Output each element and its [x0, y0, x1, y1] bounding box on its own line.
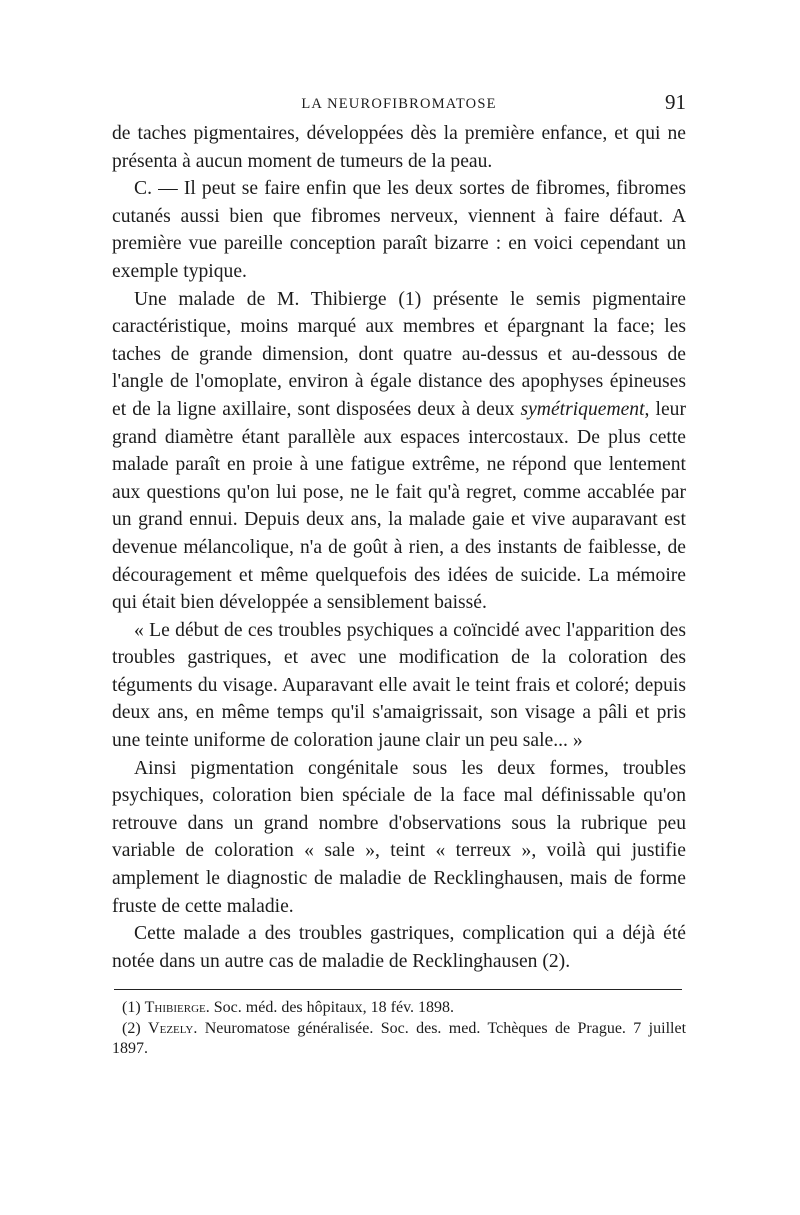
running-header	[112, 92, 686, 120]
body-text	[112, 120, 686, 975]
paragraph-text-part: , leur grand diamètre étant parallèle aux espaces intercostaux. De plus cette malade paraît en proie à une fatigue extrême, ne répond que lentement aux questions qu'on lui pose, ne le fait qu'à regret, comme accablée par un grand ennui. Depuis deux ans, la malade gaie et vive auparavant est devenue mélancolique, n'a de goût à rien, a des instants de faiblesse, de découragement et même quelquefois des idées de suicide. La mémoire qui était bien développée a sensiblement baissé.	[112, 398, 686, 614]
footnote-author: Thibierge	[144, 999, 206, 1017]
footnote-text: . Soc. méd. des hôpitaux, 18 fév. 1898.	[205, 999, 455, 1017]
footnotes	[112, 998, 686, 1060]
italic-emphasis: symétriquement	[520, 398, 645, 420]
paragraph-section-c: C. — Il peut se faire enfin que les deux sortes de fibromes, fibromes cutanés aussi bien que fibromes nerveux, viennent à faire défaut. A première vue pareille conception paraît bizarre : en voici cependant un exemple typique.	[112, 178, 686, 282]
page-number: 91	[665, 90, 686, 114]
book-page	[112, 92, 686, 1060]
footnote-1	[112, 998, 686, 1019]
footnote-text: . Neuromatose généralisée. Soc. des. med. Tchèques de Prague. 7 juillet 1897.	[112, 1019, 687, 1058]
paragraph-quotation: « Le début de ces troubles psychiques a coïncidé avec l'apparition des troubles gastriques, et avec une modification de la coloration des téguments du visage. Auparavant elle avait le teint frais et coloré; depuis deux ans, en même temps qu'il s'amaigrissait, son visage a pâli et pris une teinte uniforme de coloration jaune clair un peu sale... »	[112, 619, 686, 752]
footnote-author: Vezely	[148, 1019, 194, 1037]
running-title: LA NEUROFIBROMATOSE	[301, 96, 497, 112]
footnote-marker: (2)	[122, 1019, 149, 1037]
paragraph-text-part: Une malade de M. Thibierge (1) présente le semis pigmentaire caractéristique, moins marqué aux membres et épargnant la face; les taches de grande dimension, dont quatre au-dessus et au-dessous de l'angle de l'omoplate, environ à égale distance des apophyses épineuses et de la ligne axillaire, sont disposées deux à deux	[112, 288, 686, 420]
paragraph-conclusion: Cette malade a des troubles gastriques, complication qui a déjà été notée dans un autre cas de maladie de Recklinghausen (2).	[112, 923, 686, 972]
footnote-marker: (1)	[122, 999, 145, 1017]
footnote-2	[112, 1019, 686, 1060]
footnote-divider	[114, 989, 682, 990]
paragraph-thibierge-case	[112, 286, 686, 617]
paragraph-summary: Ainsi pigmentation congénitale sous les deux formes, troubles psychiques, coloration bien spéciale de la face mal définissable qu'on retrouve dans un grand nombre d'observations sous la rubrique peu variable de coloration « sale », teint « terreux », voilà qui justifie amplement le diagnostic de maladie de Recklinghausen, mais de forme fruste de cette maladie.	[112, 757, 686, 917]
paragraph-continuation: de taches pigmentaires, développées dès la première enfance, et qui ne présenta à aucun moment de tumeurs de la peau.	[112, 123, 686, 172]
